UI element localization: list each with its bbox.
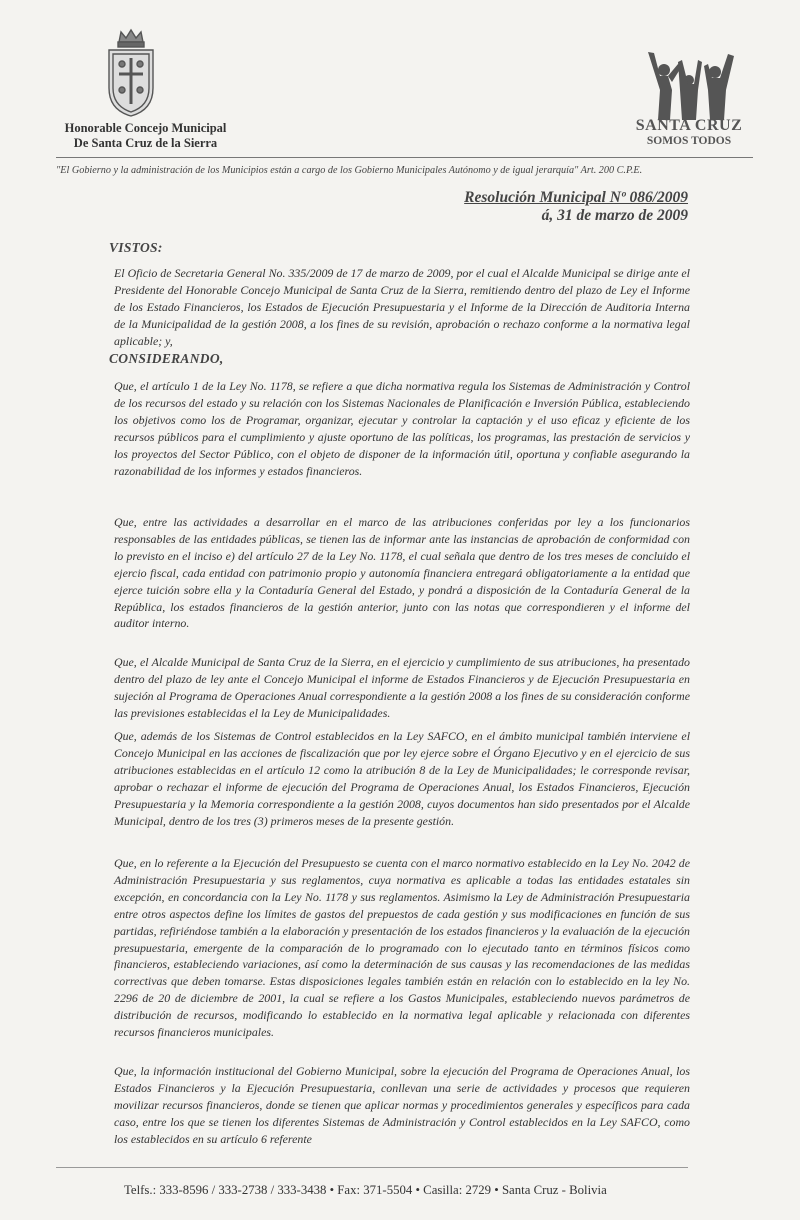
logo-name: SANTA CRUZ (635, 117, 743, 134)
vistos-heading: VISTOS: (109, 240, 163, 255)
council-name (58, 121, 233, 151)
considerando-heading: CONSIDERANDO, (109, 351, 224, 366)
paragraph-actividades: Que, entre las actividades a desarrollar en el marco de las atribuciones conferidas por ley a los funcionarios responsables de las entidades públicas, se tienen las de informar ante las instancias de aprobación de conformidad con lo previsto en el inciso e) del artículo 27 de la Ley No. 1178, el cual señala que dentro de los tres meses de concluido el ejercio fiscal, cada entidad con patrimonio propio y autonomía financiera entregará obligatoriamente a la entidad que ejerce tuición sobre ella y la Contaduría General del Estado, y pondrá a disposición de la Contaduría General de la República, los estados financieros de la gestión anterior, junto con las notas que correspondieren y el informe del auditor interno. (114, 515, 690, 631)
footer-contact: Telfs.: 333-8596 / 333-2738 / 333-3438 • Fax: 371-5504 • Casilla: 2729 • Santa Cruz - Bolivia (124, 1183, 607, 1197)
header-divider (56, 157, 753, 158)
santa-cruz-figures-logo (638, 50, 738, 120)
council-line-2: De Santa Cruz de la Sierra (73, 136, 218, 150)
coat-of-arms-logo (101, 28, 161, 120)
paragraph-informacion: Que, la información institucional del Gobierno Municipal, sobre la ejecución del Programa de Operaciones Anual, los Estados Financieros y la Ejecución Presupuestaria, conllevan una serie de actividades y procesos que requieren movilizar recursos financieros, donde se tienen que aplicar normas y procedimientos generales y específicos para cada caso, entre los que se tienen los diferentes Sistemas de Administración y Control establecidos en la Ley SAFCO, como los establecidos en su artículo 6 referente (114, 1064, 690, 1146)
council-line-1: Honorable Concejo Municipal (64, 121, 227, 135)
footer-divider (56, 1167, 688, 1168)
resolution-date: á, 31 de marzo de 2009 (541, 207, 688, 224)
paragraph-vistos: El Oficio de Secretaria General No. 335/2009 de 17 de marzo de 2009, por el cual el Alcalde Municipal se dirige ante el Presidente del Honorable Concejo Municipal de Santa Cruz de la Sierra, remitiendo dentro del plazo de Ley el Informe de los Estado Financieros, los Estados de Ejecución Presupuestaria y el Informe de la Dirección de Auditoria Interna de la Municipalidad de la gestión 2008, a los fines de su revisión, aprobación o rechazo conforme a la normativa legal aplicable; y, (114, 266, 690, 348)
resolution-title: Resolución Municipal Nº 086/2009 (464, 189, 688, 206)
paragraph-safco: Que, además de los Sistemas de Control establecidos en la Ley SAFCO, en el ámbito municipal también interviene el Concejo Municipal en las acciones de fiscalización que por ley ejerce sobre el Órgano Ejecutivo y en el ejercicio de sus atribuciones establecidas en el artículo 12 como la atribución 8 de la Ley de Municipalidades; le corresponde revisar, aprobar o rechazar el informe de ejecución del Programa de Operaciones Anual, los Estados Financieros, Ejecución Presupuestaria y la Memoria correspondiente a la gestión 2008, cuyos documentos han sido presentados por el Alcalde Municipal, dentro de los tres (3) primeros meses de la presente gestión. (114, 729, 690, 828)
paragraph-presupuesto: Que, en lo referente a la Ejecución del Presupuesto se cuenta con el marco normativo establecido en la Ley No. 2042 de Administración Presupuestaria y sus reglamentos, cuya normativa es aplicable a todas las entidades estatales sin excepción, en concordancia con la Ley No. 1178 y sus reglamentos. Asimismo la Ley de Administración Presupuestaria entre otros aspectos define los límites de gastos del prepuestos de cada gestión y sus modificaciones en función de sus partidas, refiriéndose también a la elaboración y presentación de los estados financieros y la evaluación de la ejecución presupuestaria, emergente de la comparación de lo programado con lo ejecutado tanto en términos físicos como financieros, estableciendo variaciones, así como la determinación de sus causas y las recomendaciones de las medidas correctivas que deben tomarse. Estas disposiciones legales también están en relación con lo establecido en la ley No. 2296 de 20 de diciembre de 2001, la cual se refiere a los Gastos Municipales, estableciendo nuevos parámetros de distribución de recursos, modificando lo establecido en la normativa legal aplicable y relacionada con diferentes recursos financieros municipales. (114, 856, 690, 1040)
constitution-quote: "El Gobierno y la administración de los Municipios están a cargo de los Gobierno Municipales Autónomo y de igual jerarquía" Art. 200 C.P.E. (56, 165, 643, 176)
paragraph-ley-1178: Que, el artículo 1 de la Ley No. 1178, se refiere a que dicha normativa regula los Sistemas de Administración y Control de los recursos del estado y su relación con los Sistemas Nacionales de Planificación e Inversión Pública, estableciendo los objetivos como los de Programar, organizar, ejecutar y controlar la captación y el uso eficaz y eficiente de los recursos públicos para el cumplimiento y ajuste oportuno de las políticas, los programas, las prestación de servicios y los proyectos del Sector Público, con el objeto de disponer de la información útil, oportuna y confiable asegurando la razonabilidad de los informes y estados financieros. (114, 379, 690, 478)
paragraph-alcalde: Que, el Alcalde Municipal de Santa Cruz de la Sierra, en el ejercicio y cumplimiento de sus atribuciones, ha presentado dentro del plazo de ley ante el Concejo Municipal el informe de Estados Financieros y de Ejecución Presupuestaria en sujeción al Programa de Operaciones Anual correspondiente a la gestión 2008 a los fines de su consideración conforme las previsiones establecidas el la Ley de Municipalidades. (114, 655, 690, 720)
logo-tagline: SOMOS TODOS (646, 135, 732, 147)
